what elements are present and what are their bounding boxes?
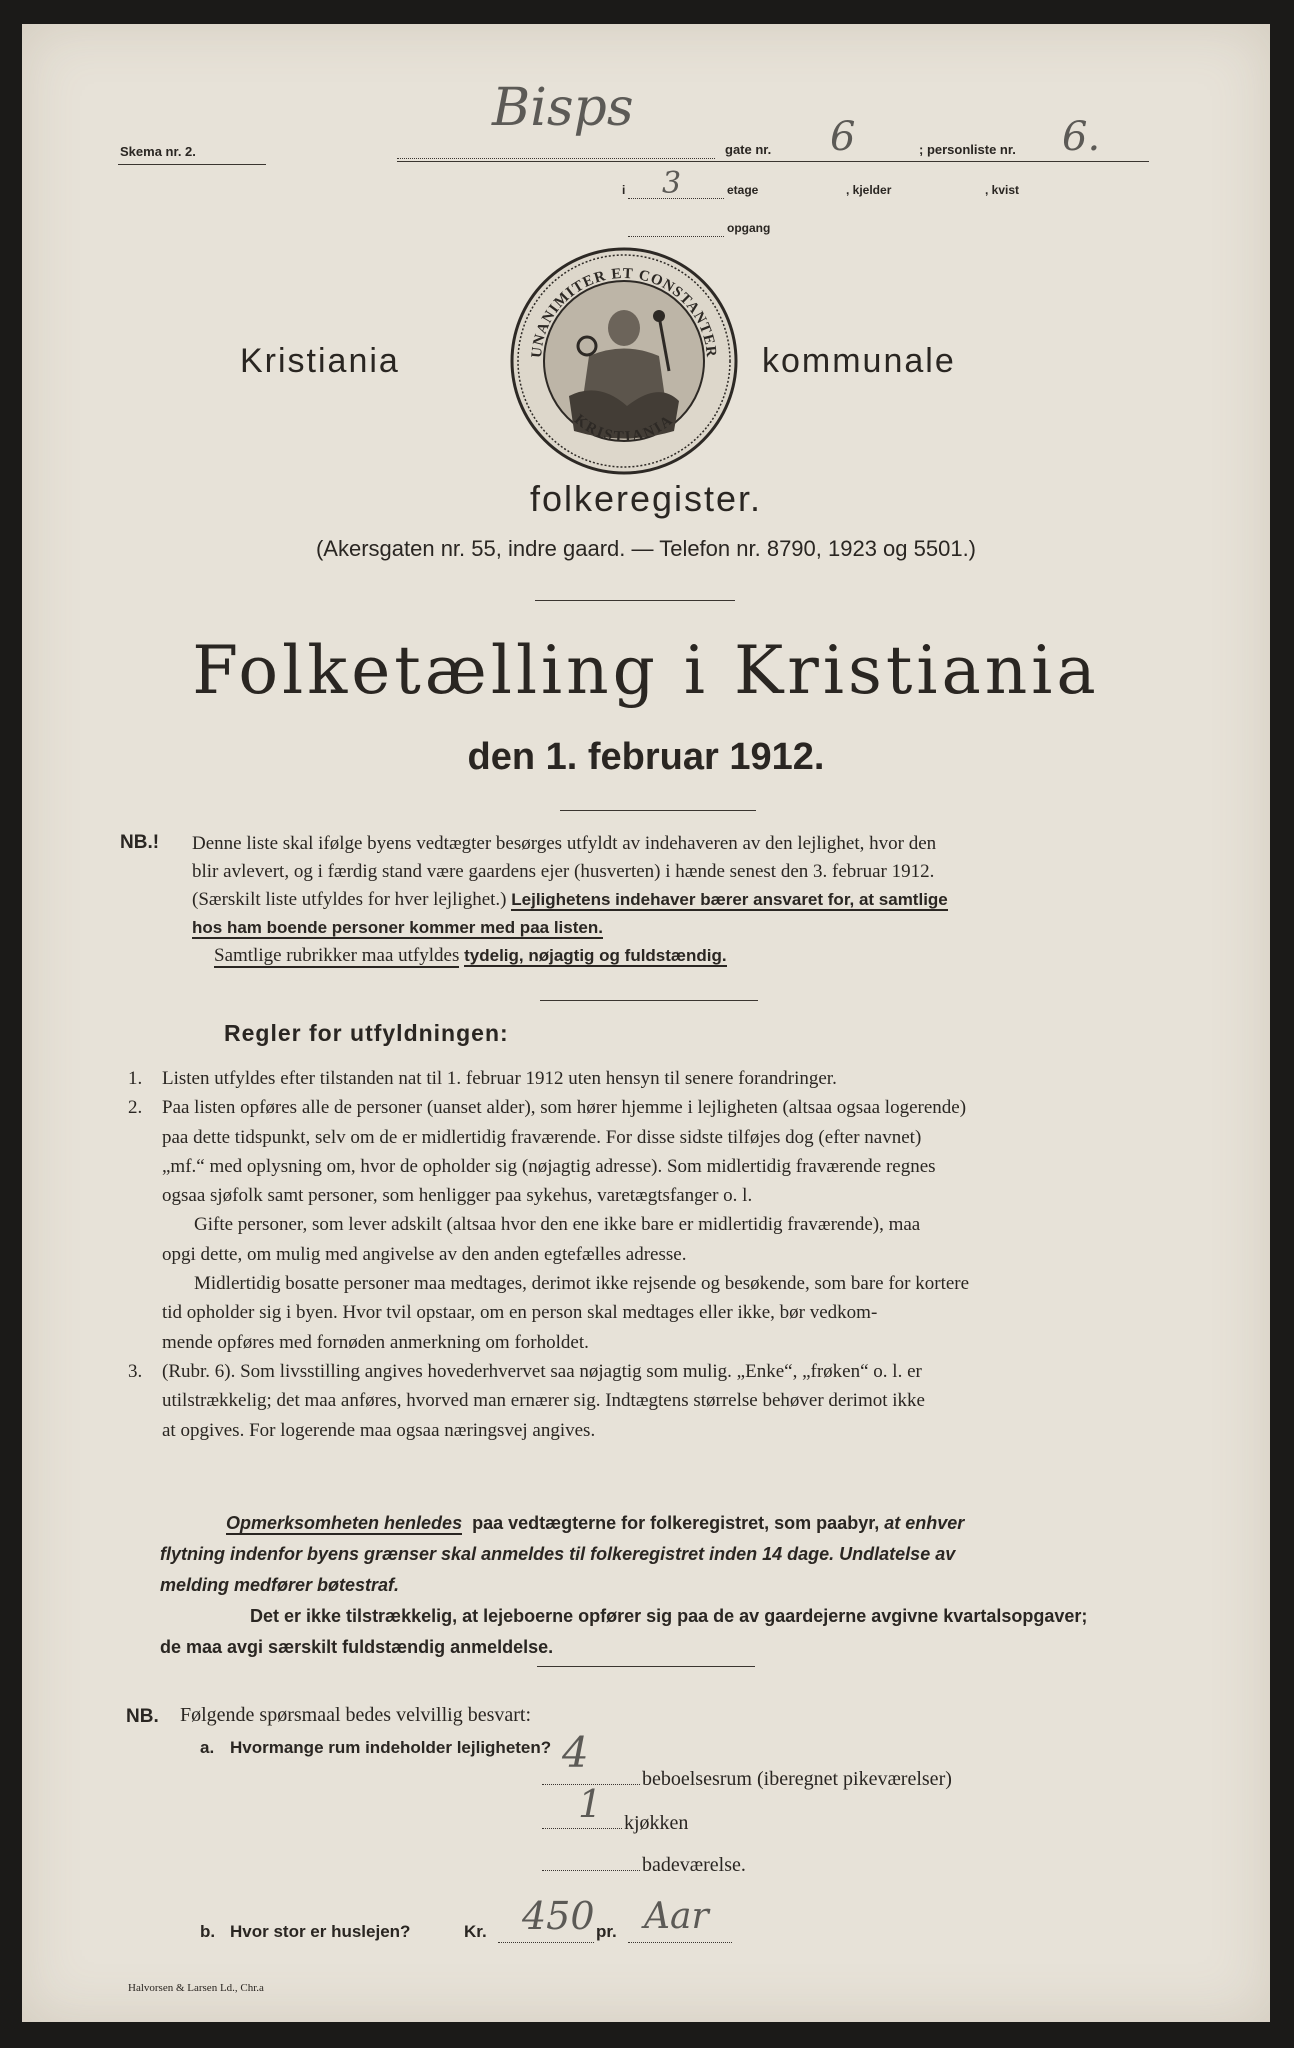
rules-text <box>162 1064 969 1445</box>
kitchen-dotline <box>542 1828 622 1829</box>
seal-city: KRISTIANIA <box>571 411 677 446</box>
office-address: (Akersgaten nr. 55, indre gaard. — Telefon nr. 8790, 1923 og 5501.) <box>315 536 977 561</box>
etage-label: etage <box>727 183 759 197</box>
nb1-line-5a: Samtlige rubrikker maa utfyldes <box>214 945 460 966</box>
gate-number-handwritten: 6 <box>830 114 856 160</box>
personliste-number-handwritten: 6. <box>1062 114 1101 160</box>
census-form-sheet <box>22 24 1270 2022</box>
notice-line-1c: at enhver <box>884 1513 965 1533</box>
notice-line-3: melding medfører bøtestraf. <box>160 1575 400 1595</box>
kitchen-handwritten: 1 <box>578 1782 603 1826</box>
rule-number-1: 1. <box>128 1068 143 1089</box>
street-dotline <box>397 158 715 159</box>
rule-line: tid opholder sig i byen. Hvor tvil opstaar, om en person skal medtages eller ikke, bør vedkom- <box>162 1302 878 1324</box>
nb1-responsibility: Lejlighetens indehaver bærer ansvaret for, at samtlige <box>511 890 948 909</box>
etage-dotline <box>628 198 724 199</box>
kr-label: Kr. <box>464 1922 487 1941</box>
notice-line-4: Det er ikke tilstrækkelig, at lejeboerne opfører sig paa de av gaardejerne avgivne kvartalsopgaver; <box>250 1606 1088 1626</box>
rule-number-2: 2. <box>128 1097 143 1118</box>
notice-line-1b: paa vedtægterne for folkeregistret, som paabyr, <box>472 1513 880 1533</box>
divider-3 <box>540 1000 758 1001</box>
personliste-label: ; personliste nr. <box>919 142 1016 157</box>
nb1-line-3 <box>192 886 948 914</box>
rule-line: paa dette tidspunkt, selv om de er midlertidig fraværende. For disse sidste tilføjes dog (efter navnet) <box>162 1126 922 1148</box>
rule-line: Gifte personer, som lever adskilt (altsaa hvor den ene ikke bare er midlertidig fraværende), maa <box>194 1214 921 1236</box>
title-date: den 1. februar 1912. <box>467 736 825 778</box>
nb1-line-1: Denne liste skal ifølge byens vedtægter besørges utfyldt av indehaveren av den lejlighet, hvor den <box>192 833 937 854</box>
question-b-text: Hvor stor er huslejen? <box>230 1922 411 1941</box>
kjelder-label: , kjelder <box>846 183 892 197</box>
nb1-line-4: hos ham boende personer kommer med paa listen. <box>192 918 603 937</box>
rule-line: utilstrækkelig; det maa anføres, hvorved man ernærer sig. Indtægtens størrelse behøver derimot ikke <box>162 1390 925 1412</box>
notice-line-5: de maa avgi særskilt fuldstændig anmeldelse. <box>160 1637 554 1657</box>
rule-number-3: 3. <box>128 1361 143 1382</box>
nb1-line-3a: (Særskilt liste utfyldes for hver lejlighet.) <box>192 889 507 910</box>
nb1-line-2: blir avlevert, og i færdig stand være gaardens ejer (husverten) i hænde senest den 3. februar 1912. <box>192 861 935 882</box>
office-right-word: kommunale <box>762 342 956 380</box>
rule-line: Midlertidig bosatte personer maa medtages, derimot ikke rejsende og besøkende, som bare for kortere <box>194 1273 970 1295</box>
question-a-label: a. <box>200 1738 215 1757</box>
questions-intro: Følgende spørsmaal bedes velvillig besvart: <box>180 1704 532 1726</box>
header-rule <box>397 161 1149 162</box>
pr-label: pr. <box>596 1922 617 1941</box>
question-b-label: b. <box>200 1922 216 1941</box>
divider-4 <box>537 1666 755 1667</box>
divider-1 <box>535 600 735 601</box>
notice-attention: Opmerksomheten henledes <box>226 1513 463 1533</box>
opgang-dotline <box>628 236 724 237</box>
question-a-text: Hvormange rum indeholder lejligheten? <box>230 1738 552 1757</box>
rule-line: mende opføres med fornøden anmerkning om forholdet. <box>162 1331 589 1353</box>
nb1-line-5b: tydelig, nøjagtig og fuldstændig. <box>464 946 727 965</box>
divider-2 <box>560 810 756 811</box>
i-label: i <box>622 183 626 197</box>
rule-line: „mf.“ med oplysning om, hvor de opholder sig (nøjagtig adresse). Som midlertidig fraværende regnes <box>162 1155 936 1177</box>
street-name-handwritten: Bisps <box>492 78 634 138</box>
nb1-paragraph <box>192 830 948 970</box>
nb1-marker: NB.! <box>120 832 160 853</box>
period-handwritten: Aar <box>644 1896 709 1937</box>
kristiania-city-seal <box>509 246 739 476</box>
opgang-label: opgang <box>727 221 771 235</box>
notice-line-2: flytning indenfor byens grænser skal anmeldes til folkeregistret inden 14 dage. Undlatelse av <box>160 1544 956 1564</box>
office-folkeregister: folkeregister. <box>529 478 763 519</box>
rule-line: Listen utfyldes efter tilstanden nat til 1. februar 1912 uten hensyn til senere forandringer. <box>162 1068 837 1089</box>
rent-handwritten: 450 <box>522 1894 595 1938</box>
office-left-word: Kristiania <box>240 342 400 380</box>
questions-nb: NB. <box>126 1706 159 1727</box>
rule-line: opgi dette, om mulig med angivelse av den anden egtefælles adresse. <box>162 1243 687 1265</box>
rooms-label: beboelsesrum (iberegnet pikeværelser) <box>642 1768 952 1790</box>
printer-imprint: Halvorsen & Larsen Ld., Chr.a <box>128 1982 264 1994</box>
kitchen-label: kjøkken <box>624 1812 689 1834</box>
rooms-handwritten: 4 <box>562 1728 589 1777</box>
rule-line: at opgives. For logerende maa ogsaa næringsvej angives. <box>162 1419 596 1441</box>
skema-number: Skema nr. 2. <box>120 144 196 159</box>
bath-dotline <box>542 1870 640 1871</box>
gate-label: gate nr. <box>725 142 772 157</box>
notice-paragraph <box>160 1508 1087 1663</box>
seal-motto: UNANIMITER ET CONSTANTER <box>528 265 720 359</box>
bath-label: badeværelse. <box>642 1854 746 1876</box>
main-title: Folketælling i Kristiania <box>192 632 1100 709</box>
skema-underline <box>118 164 266 165</box>
rule-line: (Rubr. 6). Som livsstilling angives hovederhvervet saa nøjagtig som mulig. „Enke“, „frøken“ o. l. er <box>162 1360 922 1382</box>
kvist-label: , kvist <box>985 183 1020 197</box>
rules-heading: Regler for utfyldningen: <box>224 1020 509 1046</box>
period-dotline <box>628 1942 732 1943</box>
rule-line: Paa listen opføres alle de personer (uanset alder), som hører hjemme i lejligheten (altsaa ogsaa logerende) <box>162 1097 967 1119</box>
rent-dotline <box>498 1942 594 1943</box>
rule-line: ogsaa sjøfolk samt personer, som henligger paa sykehus, varetægtsfanger o. l. <box>162 1185 753 1207</box>
etage-handwritten: 3 <box>662 166 682 201</box>
